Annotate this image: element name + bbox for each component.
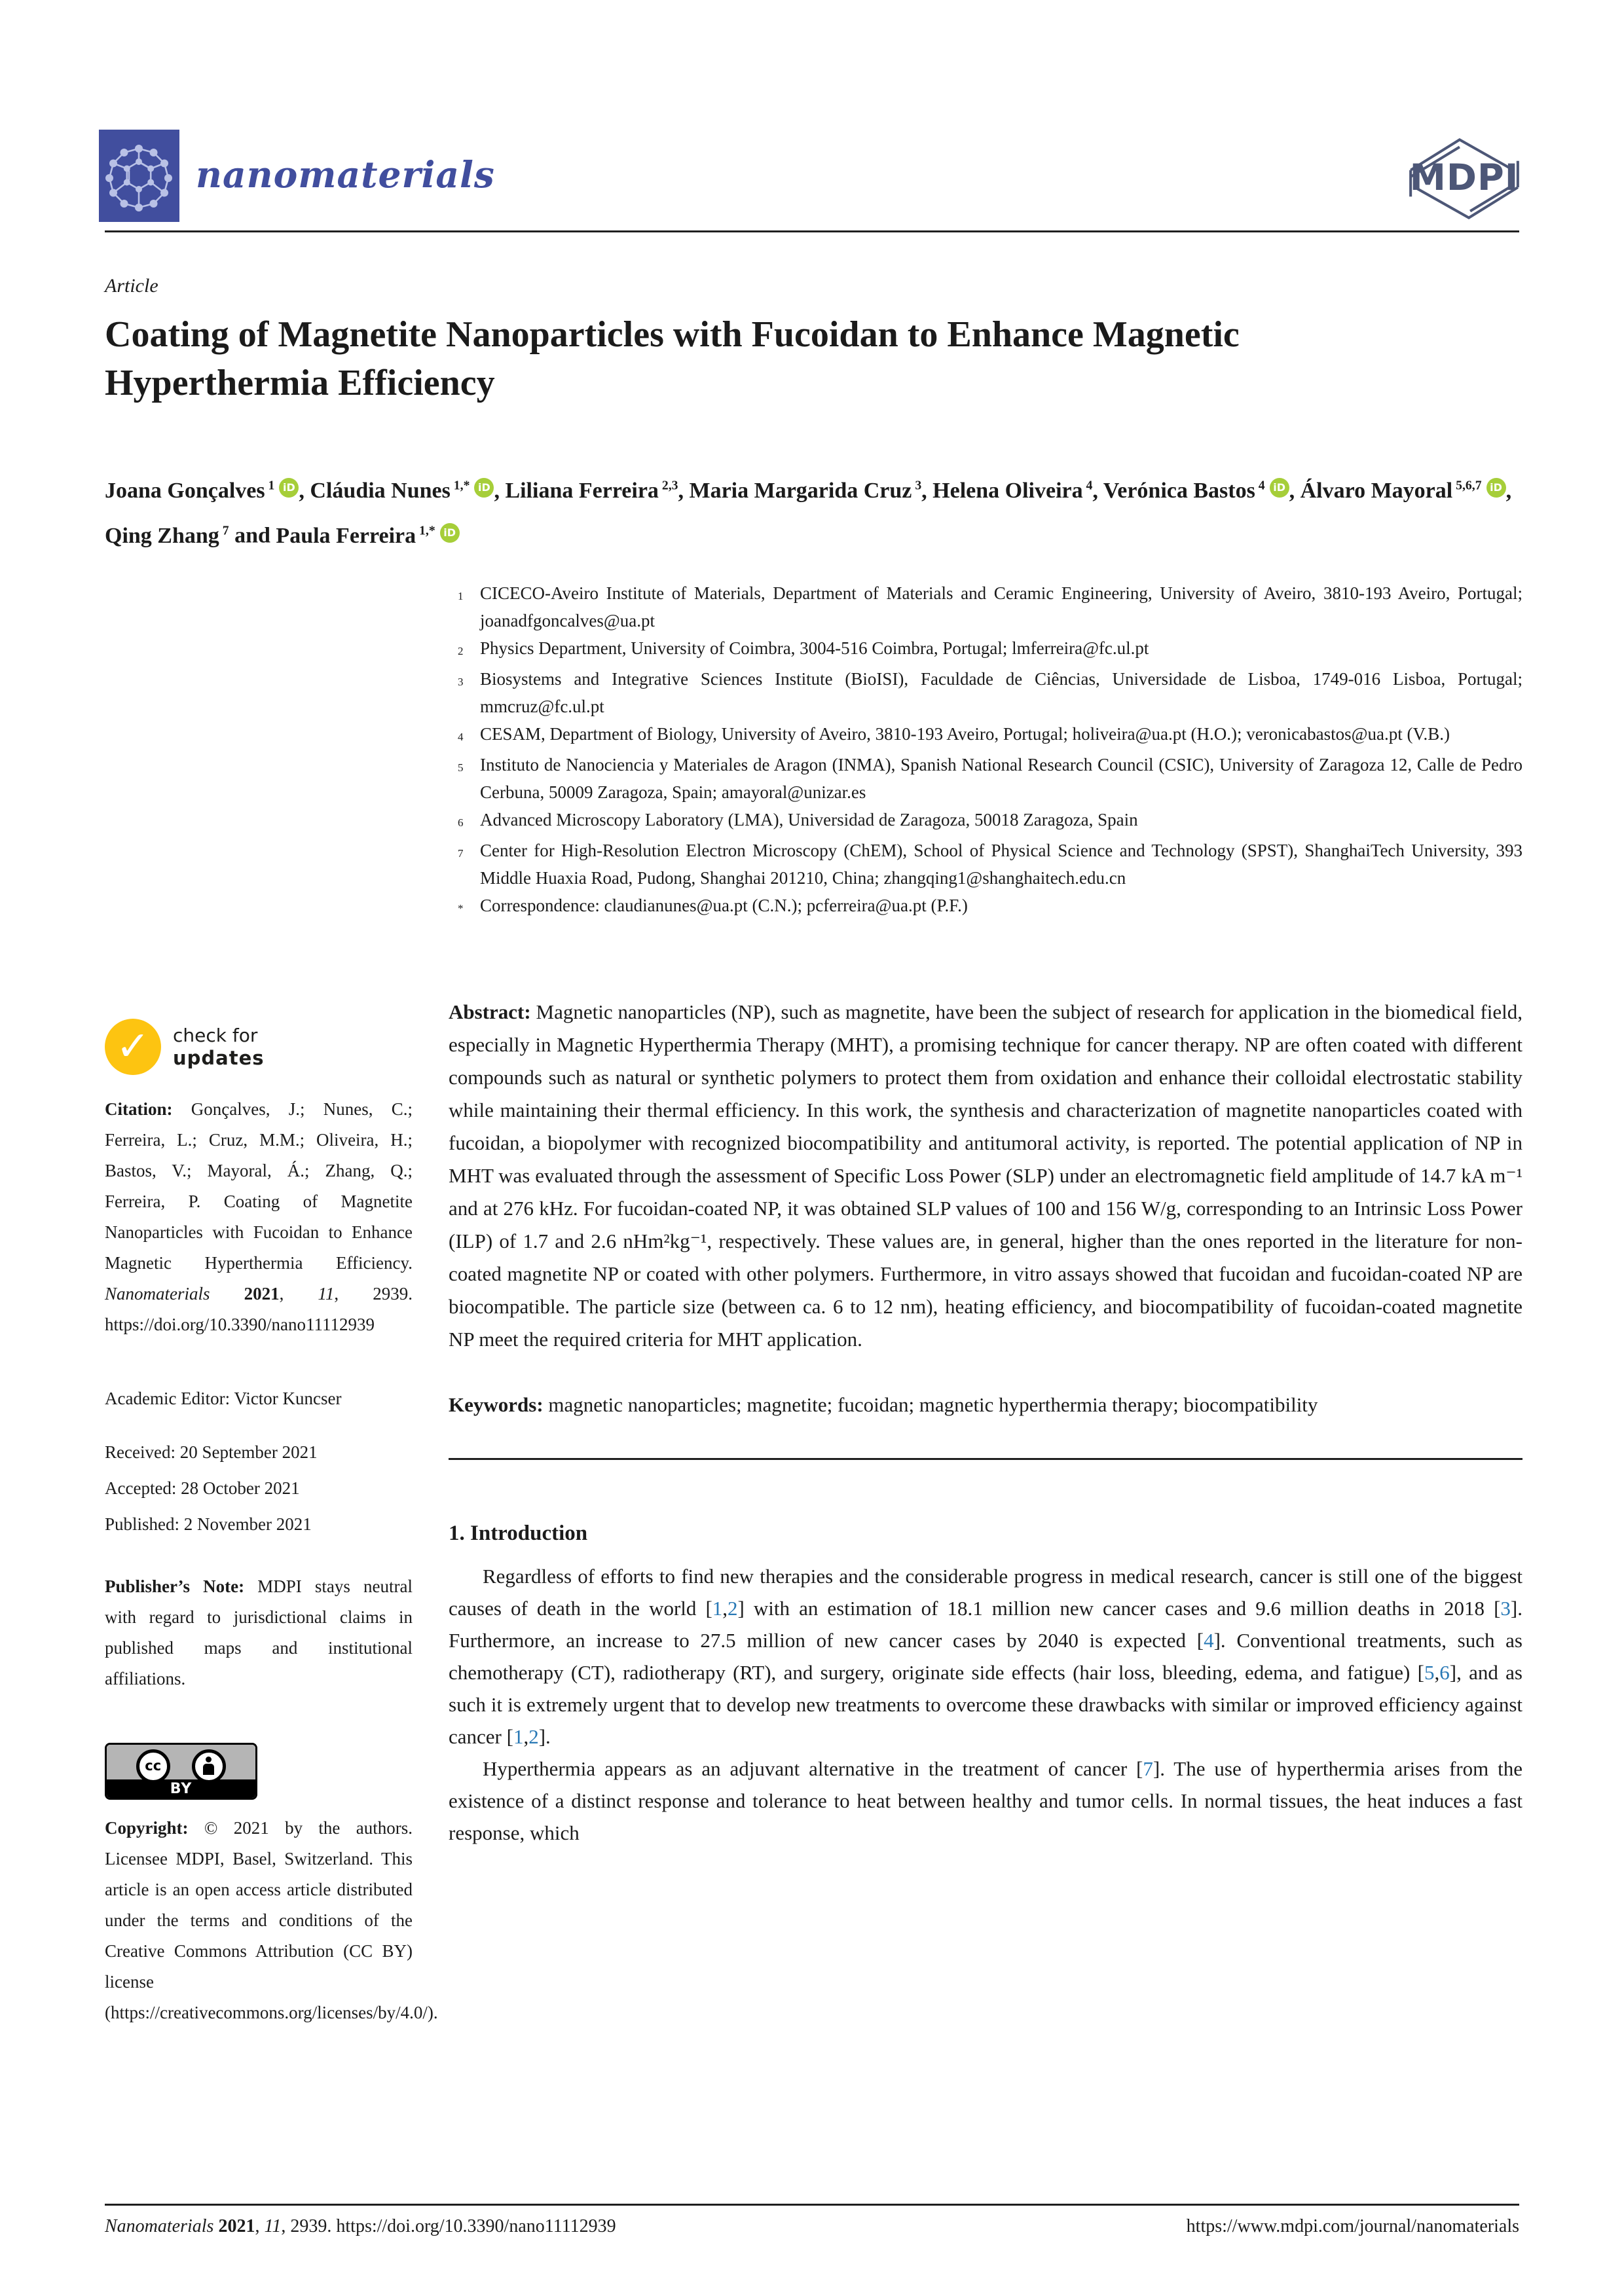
- orcid-icon[interactable]: iD: [1270, 478, 1289, 498]
- publishers-note: [105, 1571, 413, 1694]
- date-line: Received: 20 September 2021: [105, 1442, 318, 1462]
- affiliation-number: *: [458, 902, 464, 915]
- affiliation-text: Physics Department, University of Coimbra, 3004-516 Coimbra, Portugal; lmferreira@fc.ul.pt: [480, 638, 1149, 658]
- check-badge-line2: updates: [173, 1047, 265, 1069]
- footer-divider: [105, 2204, 1519, 2206]
- check-badge-line1: check for: [173, 1025, 258, 1046]
- affiliation: [449, 892, 1522, 922]
- keywords: [449, 1389, 1522, 1421]
- main-column: [449, 579, 1522, 1849]
- check-for-updates-badge[interactable]: [105, 1018, 413, 1076]
- author: Maria Margarida Cruz $^3$: [689, 479, 922, 503]
- author: Paula Ferreira $^{1,*}$ iD: [276, 524, 459, 548]
- affiliation-text: Correspondence: claudianunes@ua.pt (C.N.); pcferreira@ua.pt (P.F.): [480, 896, 968, 915]
- footer-citation: Nanomaterials 2021, 11, 2939. https://doi.org/10.3390/nano11112939: [105, 2216, 616, 2236]
- affiliation-number: 4: [458, 731, 464, 743]
- orcid-icon[interactable]: iD: [279, 478, 299, 498]
- author: Qing Zhang $^7$: [105, 523, 229, 548]
- citation-link[interactable]: 1: [712, 1597, 723, 1620]
- citation-link[interactable]: 6: [1439, 1661, 1450, 1684]
- affiliation-number: 5: [458, 761, 464, 774]
- section-divider: [449, 1458, 1522, 1460]
- orcid-icon[interactable]: iD: [474, 478, 494, 498]
- affiliation: [449, 665, 1522, 720]
- affiliation: [449, 837, 1522, 892]
- citation-link[interactable]: 5: [1424, 1661, 1435, 1684]
- affiliation: [449, 751, 1522, 806]
- academic-editor: Academic Editor: Victor Kuncser: [105, 1389, 342, 1408]
- copyright-block: [105, 1813, 438, 2028]
- journal-name: nanomaterials: [196, 153, 495, 196]
- copyright-text: © 2021 by the authors. Licensee MDPI, Basel, Switzerland. This article is an open access article distributed under the terms and conditions of the Creative Commons Attribution (CC BY) license (https://creativecommons.org/licenses/by/4.0/).: [105, 1818, 438, 2022]
- journal-logo: [99, 130, 179, 222]
- dates-block: [105, 1434, 413, 1542]
- affiliation-number: 1: [458, 590, 464, 602]
- author: Helena Oliveira $^4$: [932, 479, 1093, 503]
- affiliation-list: [449, 579, 1522, 922]
- cc-badge-bottom: [107, 1779, 255, 1798]
- sidebar: [105, 1018, 438, 2028]
- affiliation-text: Advanced Microscopy Laboratory (LMA), Universidad de Zaragoza, 50018 Zaragoza, Spain: [480, 810, 1138, 829]
- check-badge-text: [173, 1025, 265, 1069]
- check-icon: ✓: [105, 1019, 161, 1075]
- affiliation-text: CICECO-Aveiro Institute of Materials, Department of Materials and Ceramic Engineering, University of Aveiro, 3810-193 Aveiro, Portugal; joanadfgoncalves@ua.pt: [480, 583, 1522, 630]
- section-heading: 1. Introduction: [449, 1522, 588, 1545]
- affiliation: [449, 806, 1522, 837]
- affiliation-text: Instituto de Nanociencia y Materiales de Aragon (INMA), Spanish National Research Council (CSIC), University of Zaragoza 12, Calle de Pedro Cerbuna, 50009 Zaragoza, Spain; amayoral@unizar.es: [480, 755, 1522, 802]
- svg-text:MDPI: MDPI: [1409, 156, 1519, 200]
- citation-link[interactable]: 4: [1204, 1629, 1214, 1652]
- abstract-text: Magnetic nanoparticles (NP), such as magnetite, have been the subject of research for application in the biomedical field, especially in Magnetic Hyperthermia Therapy (MHT), a promising technique for cancer therapy. NP are often coated with different compounds such as natural or synthetic polymers to protect them from oxidation and enhance their colloidal electrostatic stability while maintaining their thermal efficiency. In this work, the synthesis and characterization of magnetite nanoparticles coated with fucoidan, a biopolymer with recognized biocompatibility and antitumoral activity, is reported. The potential application of NP in MHT was evaluated through the assessment of Specific Loss Power (SLP) under an electromagnetic field amplitude of 14.7 kA m⁻¹ and at 276 kHz. For fucoidan-coated NP, it was obtained SLP values of 100 and 156 W/g, corresponding to an Intrinsic Loss Power (ILP) of 1.7 and 2.6 nHm²kg⁻¹, respectively. These values are, in general, higher than the ones reported in the literature for non-coated magnetite NP or coated with other polymers. Furthermore, in vitro assays showed that fucoidan and fucoidan-coated NP are biocompatible. The particle size (between ca. 6 to 12 nm), heating efficiency, and biocompatibility of fucoidan-coated magnetite NP meet the required criteria for MHT application.: [449, 1000, 1522, 1351]
- author-list: Joana Gonçalves $^1$ iD , Cláudia Nunes $^{1,*}$ iD , Liliana Ferreira $^{2,3}$, Maria Margarida Cruz $^3$, Helena Oliveira $^4$, Verónica Bastos $^4$ iD , Álvaro Mayoral $^{5,6,7}$ iD , Qing Zhang $^7$ and Paula Ferreira $^{1,*}$ iD: [105, 479, 1512, 548]
- orcid-icon[interactable]: iD: [1486, 478, 1506, 498]
- citation-link[interactable]: 2: [528, 1725, 539, 1748]
- author: Cláudia Nunes $^{1,*}$ iD: [310, 479, 494, 503]
- cc-icon: cc: [136, 1749, 170, 1783]
- footer-journal-url: https://www.mdpi.com/journal/nanomaterials: [1186, 2216, 1519, 2236]
- author: Liliana Ferreira $^{2,3}$: [505, 479, 678, 503]
- affiliation: [449, 634, 1522, 665]
- affiliation-number: 3: [458, 676, 464, 688]
- citation-link[interactable]: 7: [1143, 1757, 1153, 1780]
- keywords-label: Keywords:: [449, 1393, 549, 1416]
- citation-text: Gonçalves, J.; Nunes, C.; Ferreira, L.; Cruz, M.M.; Oliveira, H.; Bastos, V.; Mayoral, Á.; Zhang, Q.; Ferreira, P. Coating of Magnetite Nanoparticles with Fucoidan to Enhance Magnetic Hyperthermia Efficiency. Nanomaterials 2021, 11, 2939. https://doi.org/10.3390/nano11112939: [105, 1099, 413, 1334]
- author: Álvaro Mayoral $^{5,6,7}$ iD: [1301, 479, 1506, 503]
- publishers-note-label: Publisher’s Note:: [105, 1576, 258, 1596]
- affiliation: [449, 579, 1522, 634]
- fullerene-icon: [99, 130, 179, 222]
- abstract-label: Abstract:: [449, 1000, 536, 1023]
- author: Verónica Bastos $^4$ iD: [1103, 479, 1289, 503]
- mdpi-hexagon-icon: [1401, 134, 1527, 221]
- person-icon: [192, 1749, 226, 1783]
- introduction-paragraphs: [449, 1560, 1522, 1849]
- date-line: Accepted: 28 October 2021: [105, 1478, 300, 1498]
- author: Joana Gonçalves $^1$ iD: [105, 479, 299, 503]
- citation-link[interactable]: 2: [728, 1597, 738, 1620]
- copyright-label: Copyright:: [105, 1818, 204, 1838]
- cc-by-label: BY: [170, 1780, 193, 1797]
- affiliation-text: Biosystems and Integrative Sciences Institute (BioISI), Faculdade de Ciências, Universidade de Lisboa, 1749-016 Lisboa, Portugal; mmcruz@fc.ul.pt: [480, 669, 1522, 716]
- affiliation-text: Center for High-Resolution Electron Microscopy (ChEM), School of Physical Science and Technology (SPST), ShanghaiTech University, 393 Middle Huaxia Road, Pudong, Shanghai 201210, China; zhangqing1@shanghaitech.edu.cn: [480, 841, 1522, 888]
- paragraph: Hyperthermia appears as an adjuvant alternative in the treatment of cancer [7]. The use of hyperthermia arises from the existence of a distinct response and tolerance to heat between healthy and tumor cells. In normal tissues, the heat induces a fast response, which: [449, 1757, 1522, 1844]
- citation-label: Citation:: [105, 1099, 191, 1119]
- paragraph: Regardless of efforts to find new therapies and the considerable progress in medical research, cancer is still one of the biggest causes of death in the world [1,2] with an estimation of 18.1 million new cancer cases and 9.6 million deaths in 2018 [3]. Furthermore, an increase to 27.5 million of new cancer cases by 2040 is expected [4]. Conventional treatments, such as chemotherapy (CT), radiotherapy (RT), and surgery, originate side effects (hair loss, bleeding, edema, and fatigue) [5,6], and as such it is extremely urgent that to develop new treatments to overcome these drawbacks with similar or improved efficiency against cancer [1,2].: [449, 1565, 1522, 1748]
- keywords-text: magnetic nanoparticles; magnetite; fucoidan; magnetic hyperthermia therapy; biocompatibility: [548, 1393, 1318, 1416]
- citation-link[interactable]: 1: [513, 1725, 524, 1748]
- cc-by-badge[interactable]: [105, 1743, 257, 1800]
- affiliation-text: CESAM, Department of Biology, University of Aveiro, 3810-193 Aveiro, Portugal; holiveira@ua.pt (H.O.); veronicabastos@ua.pt (V.B.): [480, 724, 1450, 744]
- citation-link[interactable]: 3: [1500, 1597, 1511, 1620]
- publishers-note-text: MDPI stays neutral with regard to jurisdictional claims in published maps and institutional affiliations.: [105, 1576, 413, 1688]
- mdpi-logo: [1401, 134, 1527, 221]
- affiliation-number: 7: [458, 847, 464, 860]
- affiliation-number: 2: [458, 645, 464, 657]
- orcid-icon[interactable]: iD: [440, 523, 460, 543]
- citation-block: [105, 1094, 413, 1340]
- affiliation: [449, 720, 1522, 751]
- date-line: Published: 2 November 2021: [105, 1514, 312, 1534]
- article-type-label: Article: [105, 275, 158, 297]
- paper-title: Coating of Magnetite Nanoparticles with Fucoidan to Enhance Magnetic Hyperthermia Efficiency: [105, 314, 1240, 403]
- header-divider: [105, 230, 1519, 232]
- affiliation-number: 6: [458, 816, 464, 829]
- abstract: [449, 996, 1522, 1356]
